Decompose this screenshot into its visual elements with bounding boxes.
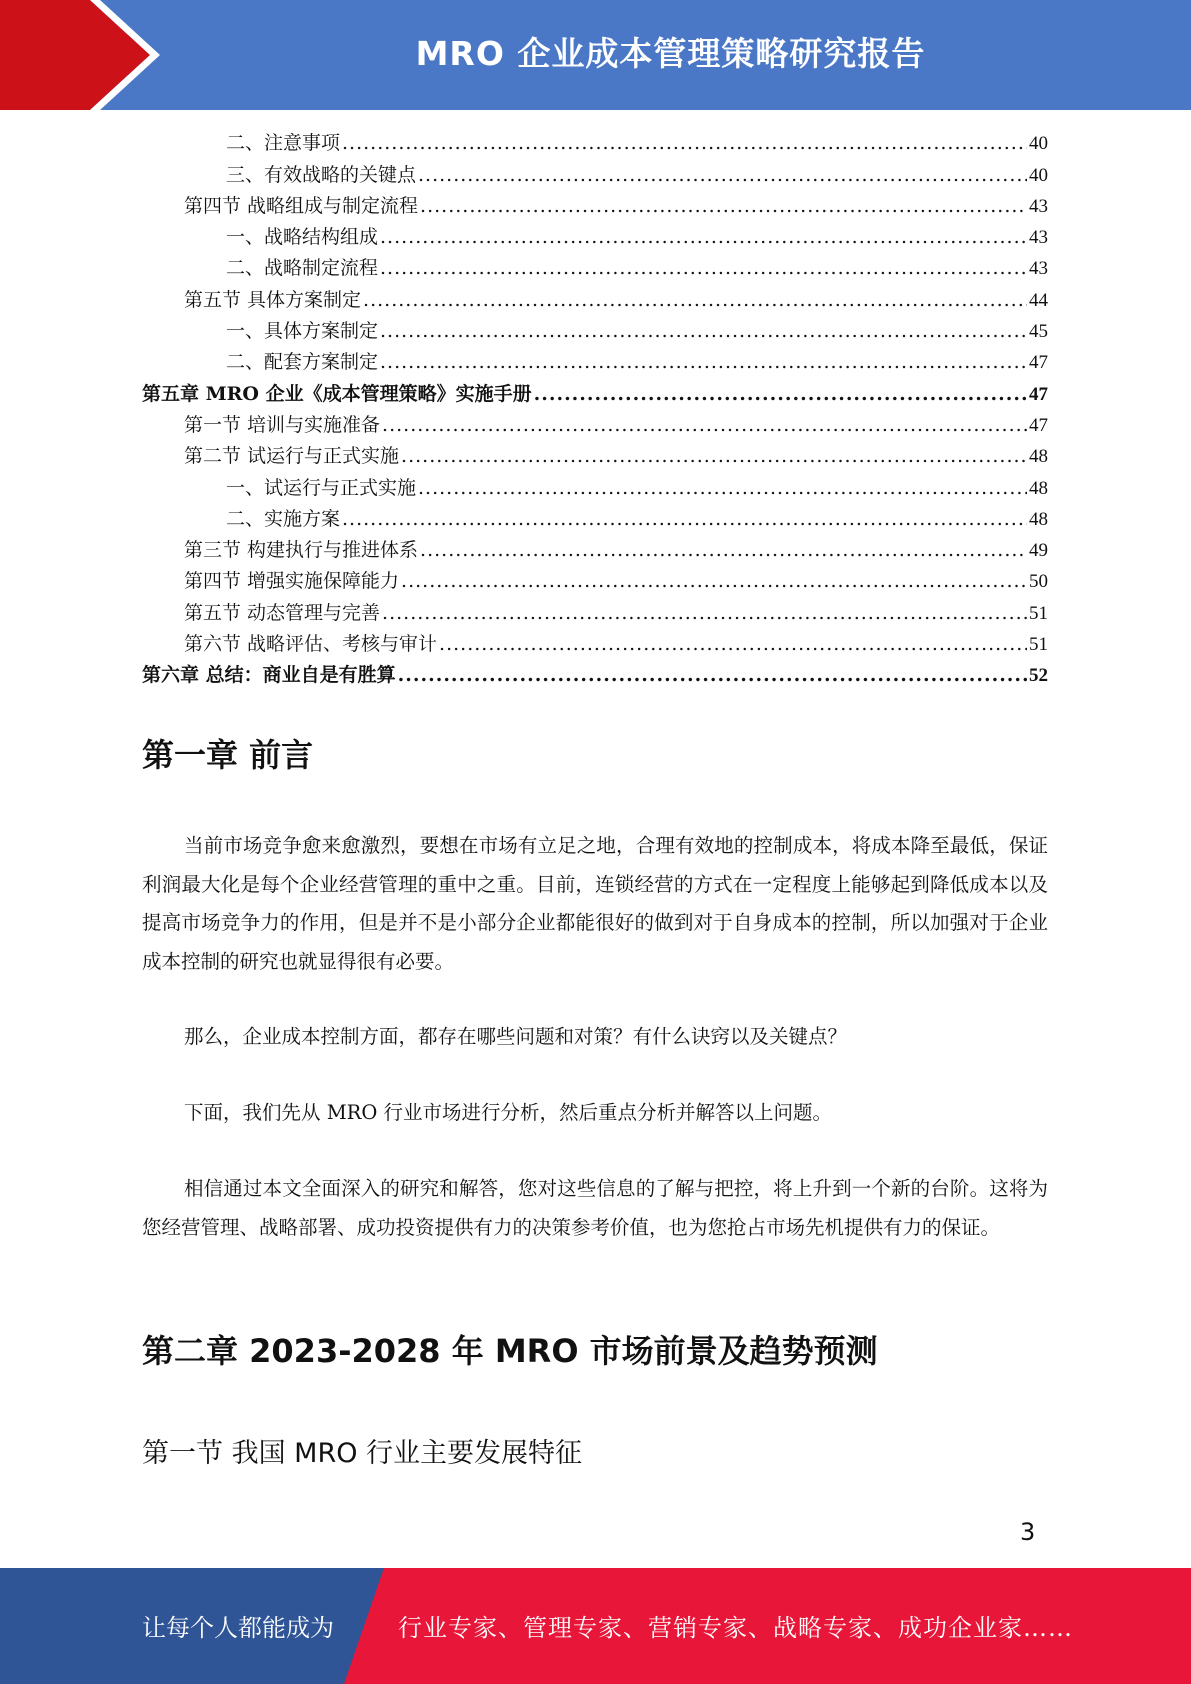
toc-entry[interactable] — [142, 159, 1048, 190]
toc-entry-page: 51 — [1029, 602, 1048, 624]
toc-entry-page: 43 — [1029, 195, 1048, 217]
toc-leader-dots — [401, 566, 1027, 597]
toc-entry-page: 49 — [1029, 540, 1048, 562]
toc-entry[interactable] — [142, 441, 1048, 472]
toc-entry-page: 45 — [1029, 321, 1048, 343]
toc-leader-dots — [380, 222, 1027, 253]
toc-entry-title: 第四节 增强实施保障能力 — [184, 570, 400, 593]
toc-entry-page: 47 — [1029, 414, 1048, 436]
toc-entry-title: 一、战略结构组成 — [226, 226, 379, 249]
toc-entry-page: 48 — [1029, 477, 1048, 499]
toc-entry[interactable] — [142, 253, 1048, 284]
page-header — [0, 0, 1191, 110]
toc-entry-page: 52 — [1029, 665, 1048, 687]
toc-entry[interactable] — [142, 597, 1048, 628]
toc-entry-page: 40 — [1029, 133, 1048, 155]
toc-entry[interactable] — [142, 504, 1048, 535]
chapter-heading: 第二章 2023-2028 年 MRO 市场前景及趋势预测 — [142, 1332, 878, 1370]
toc-leader-dots — [380, 253, 1027, 284]
toc-entry[interactable] — [142, 535, 1048, 566]
toc-entry[interactable] — [142, 472, 1048, 503]
toc-leader-dots — [363, 285, 1027, 316]
toc-leader-dots — [382, 410, 1027, 441]
toc-entry-title: 二、注意事项 — [226, 132, 341, 155]
toc-entry-page: 51 — [1029, 634, 1048, 656]
footer-slogan-right: 行业专家、管理专家、营销专家、战略专家、成功企业家…… — [398, 1614, 1073, 1642]
toc-leader-dots — [380, 347, 1027, 378]
toc-leader-dots — [342, 504, 1027, 535]
paragraph: 下面，我们先从 MRO 行业市场进行分析，然后重点分析并解答以上问题。 — [184, 1101, 833, 1124]
section-heading: 第一节 我国 MRO 行业主要发展特征 — [142, 1438, 583, 1469]
toc-leader-dots — [534, 379, 1027, 410]
page-footer — [0, 1568, 1191, 1684]
toc-entry-title: 第三节 构建执行与推进体系 — [184, 539, 419, 562]
toc-entry-title: 第六节 战略评估、考核与审计 — [184, 633, 438, 656]
toc-entry-page: 43 — [1029, 227, 1048, 249]
toc-entry[interactable] — [142, 284, 1048, 315]
toc-leader-dots — [398, 660, 1027, 691]
toc-entry[interactable] — [142, 128, 1048, 159]
toc-leader-dots — [418, 160, 1027, 191]
toc-entry-page: 43 — [1029, 258, 1048, 280]
toc-leader-dots — [342, 128, 1027, 159]
toc-entry[interactable] — [142, 347, 1048, 378]
toc-leader-dots — [418, 473, 1027, 504]
toc-entry-page: 48 — [1029, 446, 1048, 468]
toc-entry-title: 二、配套方案制定 — [226, 351, 379, 374]
toc-leader-dots — [382, 598, 1027, 629]
toc-entry-title: 第二节 试运行与正式实施 — [184, 445, 400, 468]
toc-entry-page: 44 — [1029, 289, 1048, 311]
toc-entry-title: 第四节 战略组成与制定流程 — [184, 194, 419, 217]
toc-entry-title: 二、实施方案 — [226, 507, 341, 530]
toc-entry-title: 第五章 MRO 企业《成本管理策略》实施手册 — [142, 382, 532, 405]
toc-entry-page: 47 — [1029, 352, 1048, 374]
toc-entry-title: 第六章 总结：商业自是有胜算 — [142, 664, 396, 687]
toc-leader-dots — [439, 629, 1027, 660]
toc-entry-title: 一、试运行与正式实施 — [226, 476, 417, 499]
toc-entry[interactable] — [142, 629, 1048, 660]
toc-entry[interactable] — [142, 316, 1048, 347]
toc-entry[interactable] — [142, 410, 1048, 441]
header-title: MRO 企业成本管理策略研究报告 — [415, 34, 926, 73]
toc-entry-title: 一、具体方案制定 — [226, 320, 379, 343]
toc-entry-chapter[interactable] — [142, 660, 1048, 691]
toc-entry-title: 第一节 培训与实施准备 — [184, 413, 381, 436]
toc-entry-page: 40 — [1029, 164, 1048, 186]
toc-entry-title: 三、有效战略的关键点 — [226, 163, 417, 186]
toc-entry-page: 48 — [1029, 508, 1048, 530]
footer-slogan-left: 让每个人都能成为 — [142, 1614, 334, 1642]
table-of-contents — [142, 128, 1048, 691]
toc-entry-page: 50 — [1029, 571, 1048, 593]
chapter-heading: 第一章 前言 — [142, 736, 314, 774]
toc-entry-title: 二、战略制定流程 — [226, 257, 379, 280]
paragraph: 那么，企业成本控制方面，都存在哪些问题和对策？有什么诀窍以及关键点？ — [184, 1025, 848, 1048]
toc-entry[interactable] — [142, 191, 1048, 222]
toc-entry[interactable] — [142, 222, 1048, 253]
toc-entry[interactable] — [142, 566, 1048, 597]
toc-leader-dots — [420, 191, 1027, 222]
toc-leader-dots — [420, 535, 1027, 566]
paragraph: 当前市场竞争愈来愈激烈，要想在市场有立足之地，合理有效地的控制成本，将成本降至最低，保证利润最大化是每个企业经营管理的重中之重。目前，连锁经营的方式在一定程度上能够起到降低成本以及提高市场竞争力的作用，但是并不是小部分企业都能很好的做到对于自身成本的控制，所以加强对于企业成本控制的研究也就显得很有必要。 — [142, 834, 1048, 973]
toc-leader-dots — [380, 316, 1027, 347]
paragraph: 相信通过本文全面深入的研究和解答，您对这些信息的了解与把控，将上升到一个新的台阶。这将为您经营管理、战略部署、成功投资提供有力的决策参考价值，也为您抢占市场先机提供有力的保证。 — [142, 1177, 1048, 1239]
toc-entry-title: 第五节 动态管理与完善 — [184, 601, 381, 624]
toc-entry-title: 第五节 具体方案制定 — [184, 288, 362, 311]
toc-leader-dots — [401, 441, 1027, 472]
toc-entry-page: 47 — [1029, 383, 1048, 405]
toc-entry-chapter[interactable] — [142, 378, 1048, 409]
page-number: 3 — [1020, 1518, 1036, 1546]
